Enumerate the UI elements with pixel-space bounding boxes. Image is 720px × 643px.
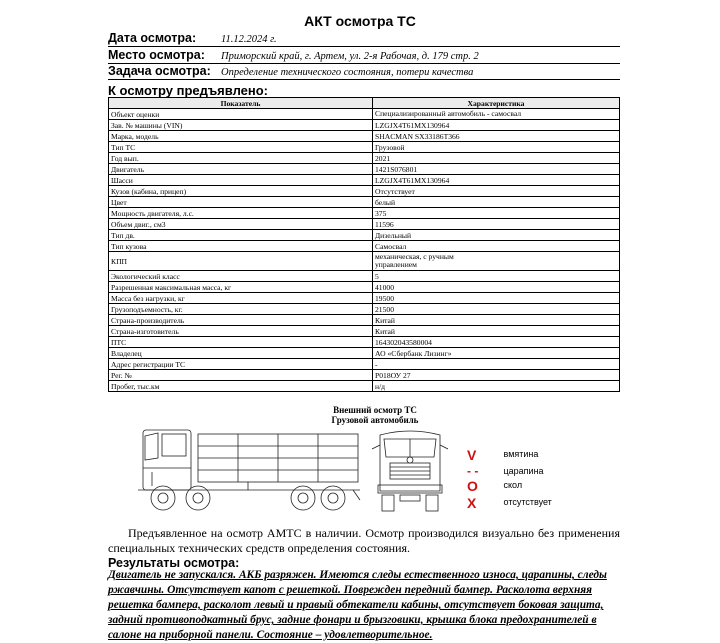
table-row: [109, 142, 620, 153]
legend-label: отсутствует: [503, 497, 552, 507]
table-cell-value: 5: [373, 271, 620, 282]
table-row: [109, 186, 620, 197]
table-row: [109, 326, 620, 337]
table-row: [109, 208, 620, 219]
table-cell-parameter: Зав. № машины (VIN): [109, 120, 373, 131]
table-cell-value: 11596: [373, 219, 620, 230]
table-cell-value: -: [373, 359, 620, 370]
table-row: [109, 271, 620, 282]
header-row-task: [108, 63, 620, 80]
table-cell-parameter: Объект оценки: [109, 109, 373, 120]
table-cell-value: Китай: [373, 315, 620, 326]
table-cell-value: Китай: [373, 326, 620, 337]
table-row: [109, 241, 620, 252]
table-cell-parameter: Грузоподъемность, кг.: [109, 304, 373, 315]
header-row-date: [108, 30, 620, 47]
table-cell-value: механическая, с ручным управлением: [373, 252, 620, 271]
table-row: [109, 359, 620, 370]
table-row: [109, 315, 620, 326]
table-row: [109, 153, 620, 164]
missing-icon: X: [467, 495, 477, 511]
table-cell-value: Р018ОУ 27: [373, 370, 620, 381]
table-cell-parameter: Экологический класс: [109, 271, 373, 282]
legend-scratch: [467, 464, 547, 478]
table-cell-value: Отсутствует: [373, 186, 620, 197]
table-cell-parameter: Тип кузова: [109, 241, 373, 252]
legend-label: вмятина: [503, 449, 539, 459]
table-cell-value: Грузовой: [373, 142, 620, 153]
table-header-cell: Характеристика: [373, 98, 620, 109]
table-cell-parameter: ПТС: [109, 337, 373, 348]
scratch-icon: - -: [467, 464, 479, 478]
legend-chip: [467, 478, 547, 494]
header-label: Дата осмотра:: [108, 31, 197, 45]
table-cell-parameter: Кузов (кабина, прицеп): [109, 186, 373, 197]
inspection-paragraph: Предъявленное на осмотр АМТС в наличии. Осмотр производился визуально без применения специальных технических средств определения состояния.: [108, 526, 620, 555]
header-value: Определение технического состояния, потери качества: [221, 67, 474, 78]
legend-label: царапина: [503, 466, 544, 476]
table-cell-parameter: Цвет: [109, 197, 373, 208]
table-cell-value: Специализированный автомобиль - самосвал: [373, 109, 620, 120]
header-label: Задача осмотра:: [108, 64, 211, 78]
table-row: [109, 282, 620, 293]
table-row: [109, 348, 620, 359]
legend-label: скол: [503, 480, 523, 490]
results-title: Результаты осмотра:: [108, 556, 240, 570]
table-cell-value: 164302043580004: [373, 337, 620, 348]
table-row: [109, 337, 620, 348]
table-cell-value: LZGJX4T61MX130964: [373, 175, 620, 186]
table-header-cell: Показатель: [109, 98, 373, 109]
diagram-title-line: Грузовой автомобиль: [331, 415, 419, 425]
truck-front-view: [372, 425, 448, 515]
table-cell-parameter: Тип дв.: [109, 230, 373, 241]
table-cell-value: 19500: [373, 293, 620, 304]
table-cell-value: 375: [373, 208, 620, 219]
table-cell-parameter: Рег. №: [109, 370, 373, 381]
table-cell-parameter: Страна-изготовитель: [109, 326, 373, 337]
table-cell-value: 2021: [373, 153, 620, 164]
truck-side-view: [138, 428, 362, 512]
table-cell-value: Самосвал: [373, 241, 620, 252]
table-cell-parameter: Владелец: [109, 348, 373, 359]
table-cell-value: 41000: [373, 282, 620, 293]
table-cell-value: LZGJX4T61MX130964: [373, 120, 620, 131]
table-row: [109, 219, 620, 230]
legend-missing: [467, 495, 557, 511]
table-row: [109, 131, 620, 142]
table-cell-parameter: КПП: [109, 252, 373, 271]
table-cell-value: 21500: [373, 304, 620, 315]
table-row: [109, 197, 620, 208]
table-cell-parameter: Адрес регистрации ТС: [109, 359, 373, 370]
dent-icon: V: [467, 447, 477, 463]
section-title: К осмотру предъявлено:: [108, 83, 269, 98]
header-value: Приморский край, г. Артем, ул. 2-я Рабочая, д. 179 стр. 2: [221, 51, 479, 62]
table-cell-parameter: Разрешенная максимальная масса, кг: [109, 282, 373, 293]
table-cell-value: АО «Сбербанк Лизинг»: [373, 348, 620, 359]
results-text: Двигатель не запускался. АКБ разряжен. Имеются следы естественного износа, царапины, следы ржавчины. Отсутствует капот с решеткой. Поврежден передний бампер. Расколота верхняя решетка бампера, расколот левый и правый обтекатели кабины, отсутствует боковая защита, задний противоподкатный брус, задние фонари и брызговики, крышка блока предохранителей в салоне на приборной панели. Состояние – удовлетворительное.: [108, 569, 607, 641]
table-cell-parameter: Пробег, тыс.км: [109, 381, 373, 392]
header-row-place: [108, 47, 620, 64]
table-row: [109, 304, 620, 315]
chip-icon: O: [467, 478, 478, 494]
table-row: [109, 109, 620, 120]
table-cell-value: SHACMAN SX33186T366: [373, 131, 620, 142]
spec-table: [108, 97, 620, 392]
table-header-row: [109, 98, 620, 109]
table-row: [109, 293, 620, 304]
legend-dent: [467, 447, 547, 463]
table-row: [109, 120, 620, 131]
table-cell-parameter: Шасси: [109, 175, 373, 186]
table-row: [109, 175, 620, 186]
table-cell-parameter: Год вып.: [109, 153, 373, 164]
table-cell-value: 1421S076801: [373, 164, 620, 175]
table-cell-parameter: Масса без нагрузки, кг: [109, 293, 373, 304]
header-value: 11.12.2024 г.: [221, 34, 277, 45]
table-row: [109, 164, 620, 175]
header-label: Место осмотра:: [108, 48, 205, 62]
table-row: [109, 381, 620, 392]
table-row: [109, 370, 620, 381]
table-row: [109, 252, 620, 271]
diagram-title: [300, 405, 450, 425]
table-cell-value: белый: [373, 197, 620, 208]
diagram-title-line: Внешний осмотр ТС: [333, 405, 417, 415]
table-cell-parameter: Двигатель: [109, 164, 373, 175]
table-cell-parameter: Тип ТС: [109, 142, 373, 153]
table-cell-value: Дизельный: [373, 230, 620, 241]
table-cell-parameter: Мощность двигателя, л.с.: [109, 208, 373, 219]
table-cell-parameter: Объем двиг., см3: [109, 219, 373, 230]
table-cell-parameter: Марка, модель: [109, 131, 373, 142]
table-cell-parameter: Страна-производитель: [109, 315, 373, 326]
table-row: [109, 230, 620, 241]
table-cell-value: н/д: [373, 381, 620, 392]
document-title: АКТ осмотра ТС: [304, 13, 416, 29]
